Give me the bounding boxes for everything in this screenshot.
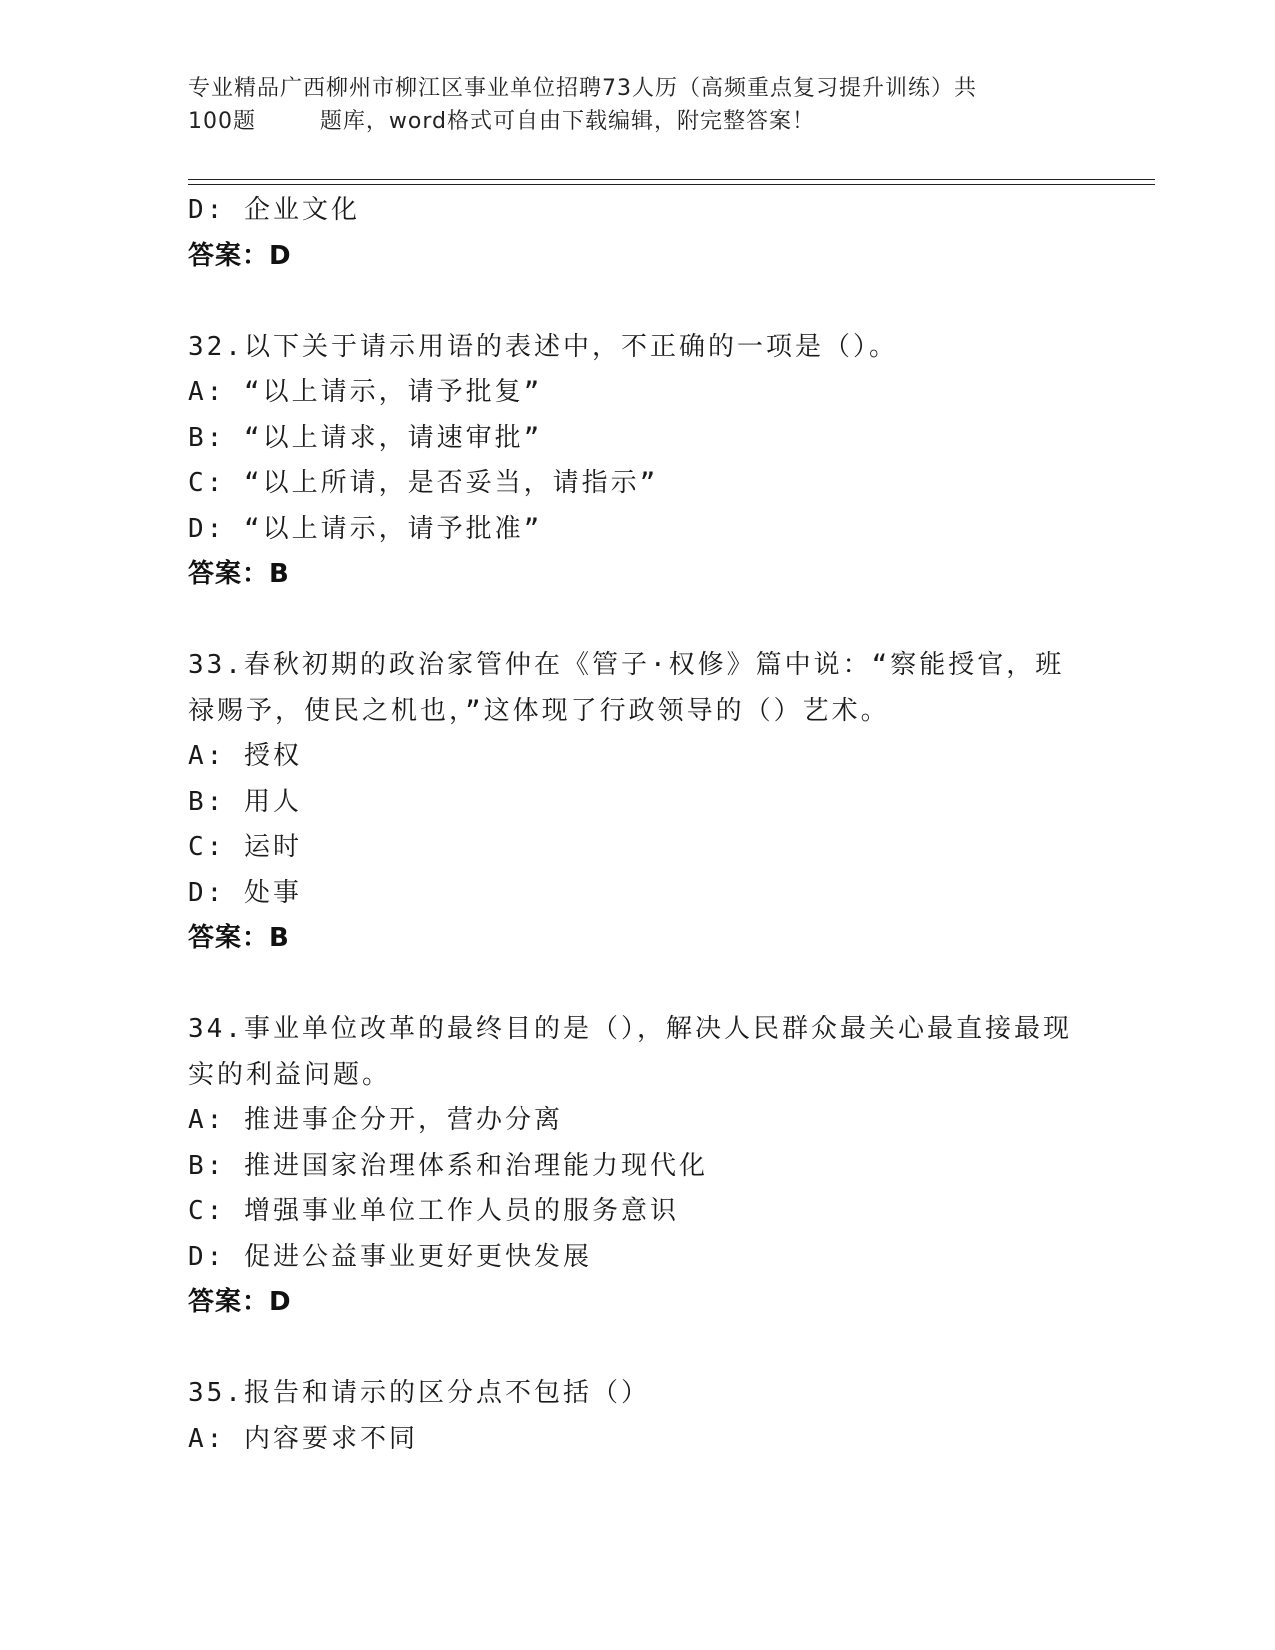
spacer	[188, 1326, 1088, 1372]
header-divider-bottom	[188, 184, 1155, 185]
header-title-line-1: 专业精品广西柳州市柳江区事业单位招聘73人历（高频重点复习提升训练）共	[188, 76, 977, 101]
carryover-answer: 答案：D	[188, 240, 292, 271]
question-32	[188, 325, 1088, 598]
question-stem: 32.以下关于请示用语的表述中，不正确的一项是（）。	[188, 331, 898, 362]
question-stem: 33.春秋初期的政治家管仲在《管子·权修》篇中说：“察能授官，班	[188, 650, 1065, 680]
answer: 答案：B	[188, 923, 290, 953]
option-b: B: “以上请求，请速审批”	[188, 422, 543, 453]
option-a: A: “以上请示，请予批复”	[188, 377, 543, 407]
option-b: B: 推进国家治理体系和治理能力现代化	[188, 1150, 708, 1181]
option-a: A: 授权	[188, 741, 302, 771]
spacer	[188, 962, 1088, 1008]
option-d: D: 促进公益事业更好更快发展	[188, 1241, 592, 1272]
spacer	[188, 279, 1088, 325]
header-divider-top	[188, 179, 1155, 180]
answer: 答案：B	[188, 559, 290, 589]
question-stem-continued: 实的利益问题。	[188, 1059, 392, 1090]
spacer	[188, 598, 1088, 644]
answer: 答案：D	[188, 1287, 292, 1317]
option-a: A: 推进事企分开，营办分离	[188, 1105, 563, 1135]
question-34	[188, 1007, 1088, 1326]
option-c: C: 运时	[188, 832, 302, 862]
option-b: B: 用人	[188, 786, 302, 817]
header-title-line-2: 100题 题库，word格式可自由下载编辑，附完整答案！	[188, 109, 816, 134]
carryover-option-d: D: 企业文化	[188, 195, 360, 225]
option-c: C: 增强事业单位工作人员的服务意识	[188, 1196, 679, 1226]
question-stem: 35.报告和请示的区分点不包括（）	[188, 1378, 650, 1408]
document-body	[188, 188, 1088, 1462]
question-stem: 34.事业单位改革的最终目的是（），解决人民群众最关心最直接最现	[188, 1014, 1072, 1044]
question-stem-continued: 禄赐予，使民之机也，”这体现了行政领导的（）艺术。	[188, 695, 890, 726]
option-a: A: 内容要求不同	[188, 1423, 418, 1454]
option-d: D: “以上请示，请予批准”	[188, 513, 543, 544]
question-33	[188, 643, 1088, 962]
question-35	[188, 1371, 1088, 1462]
document-header	[188, 72, 1088, 138]
option-d: D: 处事	[188, 877, 302, 908]
option-c: C: “以上所请，是否妥当，请指示”	[188, 468, 659, 498]
